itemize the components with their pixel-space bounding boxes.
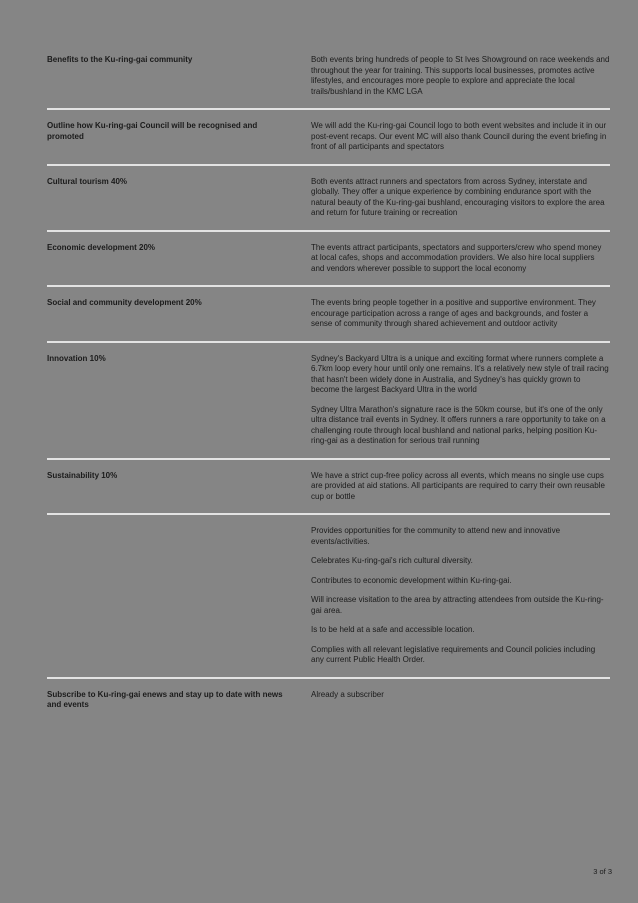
row-paragraph: Will increase visitation to the area by attracting attendees from outside the Ku-ring-gai area. (311, 595, 604, 615)
row-paragraph: We have a strict cup-free policy across all events, which means no single use cups are provided at aid stations. All participants are required to carry their own reusable cup or bottle (311, 470, 605, 501)
table-row (47, 44, 610, 108)
row-paragraph: Already a subscriber (311, 689, 384, 699)
row-label: Innovation 10% (47, 353, 106, 363)
row-value (311, 243, 610, 275)
row-value (311, 471, 610, 503)
table-row (47, 108, 610, 164)
page-number: 3 of 3 (593, 867, 612, 876)
table-row (47, 513, 610, 677)
row-label: Cultural tourism 40% (47, 176, 128, 186)
table-row (47, 285, 610, 341)
table-row (47, 230, 610, 286)
row-value (311, 690, 610, 711)
row-paragraph: Complies with all relevant legislative requirements and Council policies including any current Public Health Order. (311, 644, 596, 664)
row-paragraph: Celebrates Ku-ring-gai's rich cultural diversity. (311, 556, 473, 565)
row-value (311, 526, 610, 666)
row-label: Outline how Ku-ring-gai Council will be recognised and promoted (47, 121, 258, 141)
row-value (311, 55, 610, 97)
table-row (47, 458, 610, 514)
row-value (311, 354, 610, 447)
table-row (47, 341, 610, 458)
row-paragraph: Both events attract runners and spectators from across Sydney, interstate and globally. They offer a unique experience by combining endurance sport with the natural beauty of the Ku-ring-gai bushland, encouraging visitors to explore the area and return for future training or recreation (311, 176, 605, 217)
table-row (47, 677, 610, 722)
row-paragraph: Both events bring hundreds of people to St Ives Showground on race weekends and throughout the year for training. This supports local businesses, promotes active lifestyles, and encourages more people to explore and appreciate the local trails/bushland in the KMC LGA (311, 55, 610, 96)
row-value (311, 121, 610, 153)
row-label: Benefits to the Ku-ring-gai community (47, 55, 193, 64)
row-label (47, 526, 311, 666)
row-paragraph: The events attract participants, spectators and supporters/crew who spend money at local cafes, shops and accommodation providers. We also hire local suppliers and vendors wherever possible to support the local economy (311, 242, 602, 273)
row-paragraph: Is to be held at a safe and accessible location. (311, 625, 475, 634)
row-paragraph: Sydney's Backyard Ultra is a unique and exciting format where runners complete a 6.7km loop every hour until only one remains. It's a relatively new style of trail racing that hasn't been widely done in Australia, and Sydney's has quickly grown to become the largest Backyard Ultra in the world (311, 353, 609, 394)
row-label: Social and community development 20% (47, 298, 202, 307)
qa-table (47, 44, 610, 722)
row-label: Sustainability 10% (47, 470, 118, 480)
table-row (47, 164, 610, 230)
row-paragraph: Sydney Ultra Marathon's signature race is the 50km course, but it's one of the only ultra distance trail events in Sydney. It offers runners a rare opportunity to take on a challenging route through local bushland and national parks, helping position Ku-ring-gai as a destination for serious trail running (311, 404, 606, 445)
row-value (311, 298, 610, 330)
row-paragraph: Provides opportunities for the community to attend new and innovative events/activities. (311, 526, 561, 546)
row-label: Economic development 20% (47, 242, 156, 252)
row-paragraph: Contributes to economic development within Ku-ring-gai. (311, 575, 512, 585)
row-paragraph: We will add the Ku-ring-gai Council logo to both event websites and include it in our post-event recaps. Our event MC will also thank Council during the event briefing in front of all participants and spectators (311, 121, 607, 151)
row-value (311, 177, 610, 219)
row-paragraph: The events bring people together in a positive and supportive environment. They encourage participation across a range of ages and backgrounds, and foster a sense of community through shared achievement and outdoor activity (311, 298, 596, 328)
row-label: Subscribe to Ku-ring-gai enews and stay up to date with news and events (47, 689, 283, 709)
